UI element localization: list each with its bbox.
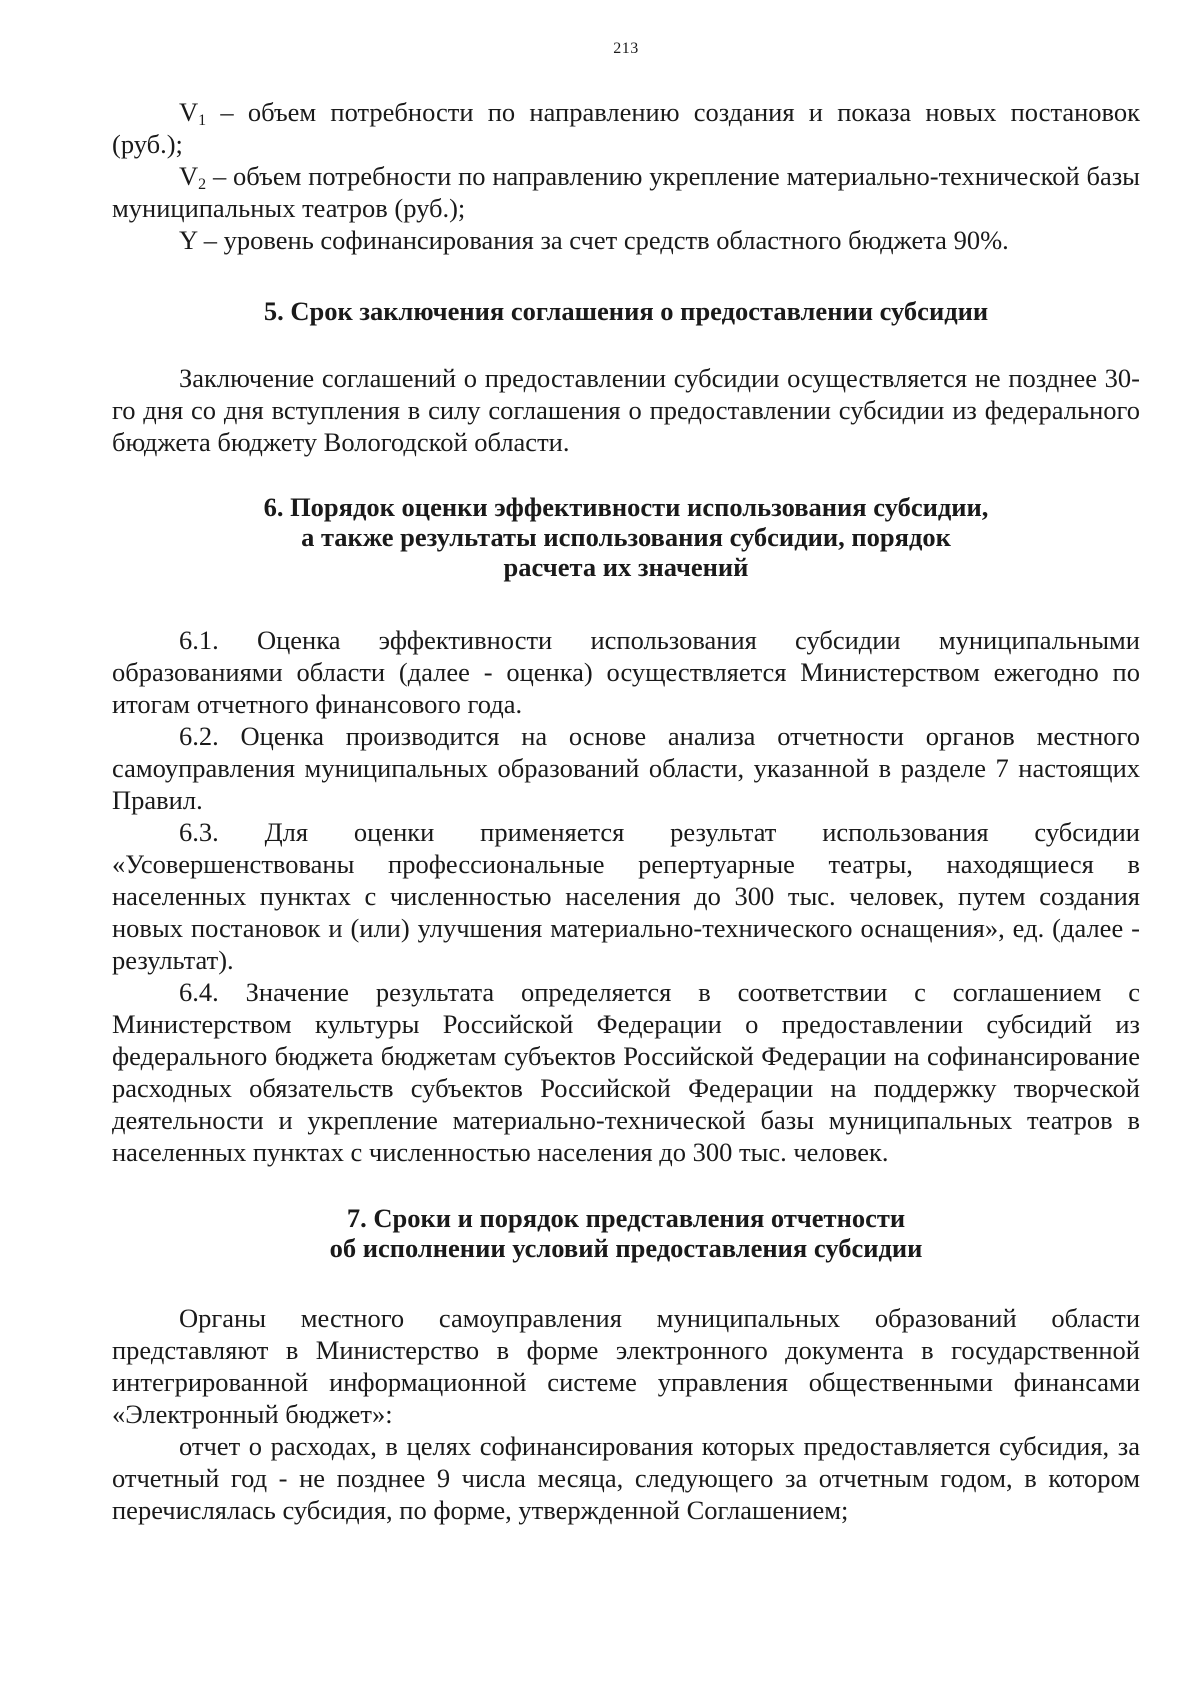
definition-v1: $V_1$ – объем потребности по направлению создания и показа новых постановок (руб.);	[112, 97, 1140, 159]
section-6-heading-line-2: а также результаты использования субсидии, порядок	[301, 522, 951, 552]
section-5-heading: 5. Срок заключения соглашения о предоставлении субсидии	[263, 296, 989, 326]
definition-y: Y – уровень софинансирования за счет средств областного бюджета 90%.	[179, 225, 1009, 255]
section-7-body	[112, 1302, 1140, 1526]
section-7-heading-line-2: об исполнении условий предоставления субсидии	[329, 1233, 923, 1263]
section-6-paragraph-6-4: 6.4. Значение результата определяется в соответствии с соглашением с Министерством культуры Российской Федерации о предоставлении субсидий из федерального бюджета бюджетам субъектов Российской Федерации на софинансирование расходных обязательств субъектов Российской Федерации на поддержку творческой деятельности и укрепление материально-технической базы муниципальных театров в населенных пунктах с численностью населения до 300 тыс. человек.	[112, 977, 1140, 1167]
definition-v2: $V_2$ – объем потребности по направлению укрепление материально-технической базы муниципальных театров (руб.);	[112, 161, 1140, 223]
section-5-body	[112, 362, 1140, 458]
section-5-paragraph-1: Заключение соглашений о предоставлении субсидии осуществляется не позднее 30-го дня со дня вступления в силу соглашения о предоставлении субсидии из федерального бюджета бюджету Вологодской области.	[112, 363, 1140, 457]
section-7-heading-line-1: 7. Сроки и порядок представления отчетности	[346, 1203, 906, 1233]
section-6-paragraph-6-2: 6.2. Оценка производится на основе анализа отчетности органов местного самоуправления муниципальных образований области, указанной в разделе 7 настоящих Правил.	[112, 721, 1140, 815]
variable-definitions	[112, 96, 1140, 256]
page-number: 213	[613, 40, 639, 57]
section-7-heading	[112, 1203, 1140, 1263]
section-6-paragraph-6-3: 6.3. Для оценки применяется результат использования субсидии «Усовершенствованы профессиональные репертуарные театры, находящиеся в населенных пунктах с численностью населения до 300 тыс. человек, путем создания новых постановок и (или) улучшения материально-технического оснащения», ед. (далее - результат).	[112, 817, 1140, 975]
section-6-heading-line-3: расчета их значений	[503, 552, 749, 582]
section-6-body	[112, 624, 1140, 1168]
section-6-paragraph-6-1: 6.1. Оценка эффективности использования субсидии муниципальными образованиями области (далее - оценка) осуществляется Министерством ежегодно по итогам отчетного финансового года.	[112, 625, 1140, 719]
section-7-paragraph-2: отчет о расходах, в целях софинансирования которых предоставляется субсидия, за отчетный год - не позднее 9 числа месяца, следующего за отчетным годом, в котором перечислялась субсидия, по форме, утвержденной Соглашением;	[112, 1431, 1140, 1525]
section-7-paragraph-1: Органы местного самоуправления муниципальных образований области представляют в Министерство в форме электронного документа в государственной интегрированной информационной системе управления общественными финансами «Электронный бюджет»:	[112, 1303, 1140, 1429]
section-6-heading-line-1: 6. Порядок оценки эффективности использования субсидии,	[263, 492, 989, 522]
section-6-heading	[112, 492, 1140, 582]
